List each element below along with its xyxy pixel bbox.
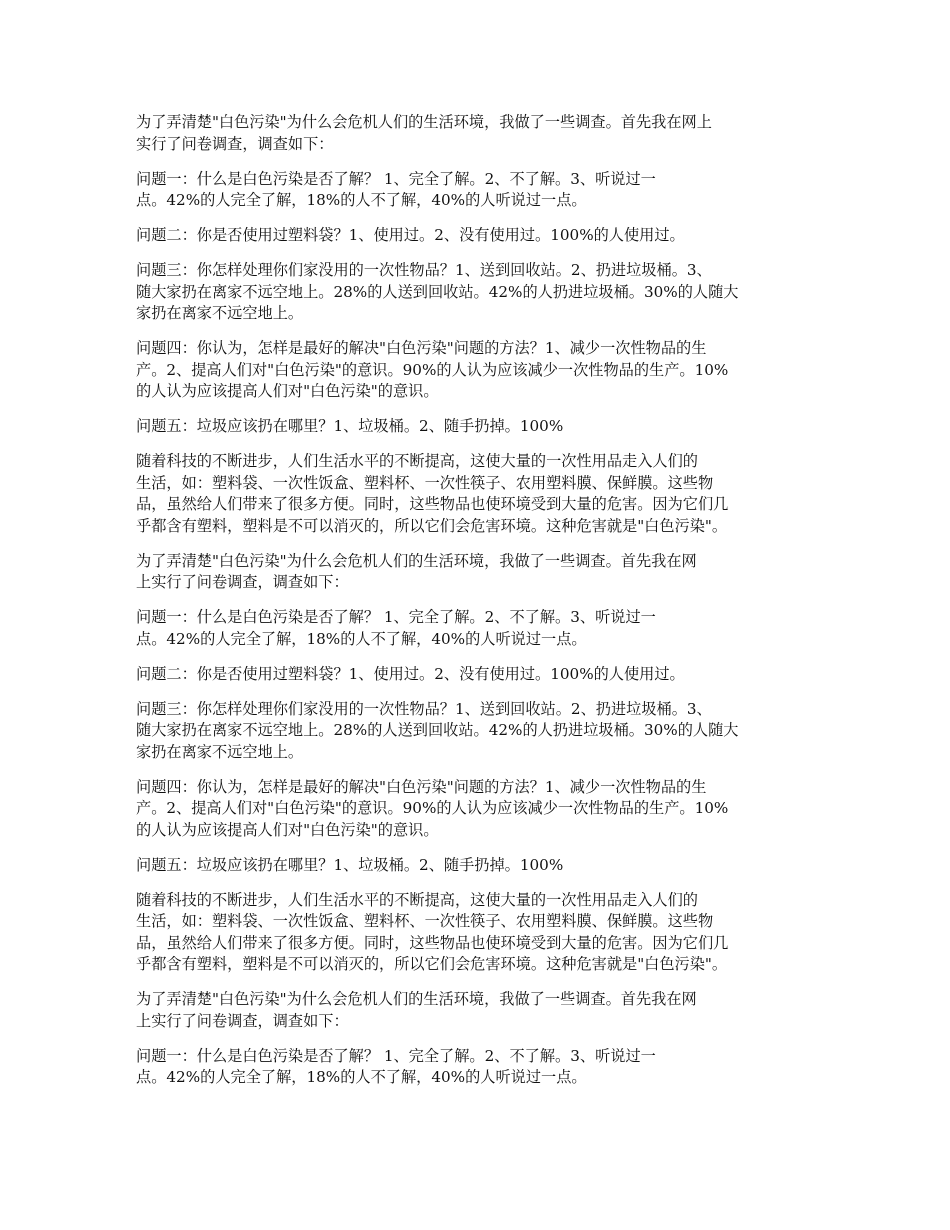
paragraph: [112, 607, 840, 650]
text-line: 问题一：什么是白色污染是否了解？ 1、完全了解。2、不了解。3、听说过一: [136, 169, 656, 188]
text-line: 品，虽然给人们带来了很多方便。同时，这些物品也使环境受到大量的危害。因为它们几: [136, 495, 729, 513]
text-line: 家扔在离家不远空地上。: [136, 742, 304, 761]
text-line: 为了弄清楚"白色污染"为什么会危机人们的生活环境，我做了一些调查。首先我在网上: [136, 113, 712, 131]
paragraph: [112, 260, 840, 325]
paragraph: [112, 338, 840, 403]
paragraph: [112, 699, 840, 764]
text-line: 问题二：你是否使用过塑料袋？1、使用过。2、没有使用过。100%的人使用过。: [136, 664, 685, 683]
paragraph: [112, 416, 840, 438]
text-line: 乎都含有塑料，塑料是不可以消灭的，所以它们会危害环境。这种危害就是"白色污染"。: [136, 955, 728, 973]
text-line: 实行了问卷调查，调查如下：: [136, 134, 334, 153]
text-line: 问题二：你是否使用过塑料袋？1、使用过。2、没有使用过。100%的人使用过。: [136, 226, 685, 244]
text-line: 问题四：你认为，怎样是最好的解决"白色污染"问题的方法？1、减少一次性物品的生: [136, 777, 707, 796]
text-line: 问题一：什么是白色污染是否了解？ 1、完全了解。2、不了解。3、听说过一: [136, 1046, 656, 1065]
paragraph: [112, 777, 840, 842]
text-line: 家扔在离家不远空地上。: [136, 304, 304, 322]
paragraph: [112, 855, 840, 877]
paragraph: [112, 551, 840, 594]
text-line: 为了弄清楚"白色污染"为什么会危机人们的生活环境，我做了一些调查。首先我在网: [136, 551, 697, 570]
text-line: 问题一：什么是白色污染是否了解？ 1、完全了解。2、不了解。3、听说过一: [136, 608, 656, 626]
text-line: 上实行了问卷调查，调查如下：: [136, 573, 349, 591]
text-line: 问题三：你怎样处理你们家没用的一次性物品？1、送到回收站。2、扔进垃圾桶。3、: [136, 699, 712, 718]
text-line: 随着科技的不断进步，人们生活水平的不断提高，这使大量的一次性用品走入人们的: [136, 452, 698, 470]
paragraph: [112, 225, 840, 247]
paragraph: [112, 664, 840, 686]
text-line: 随着科技的不断进步，人们生活水平的不断提高，这使大量的一次性用品走入人们的: [136, 890, 698, 909]
paragraph: [112, 112, 840, 155]
text-line: 点。42%的人完全了解，18%的人不了解，40%的人听说过一点。: [136, 1068, 587, 1086]
text-line: 点。42%的人完全了解，18%的人不了解，40%的人听说过一点。: [136, 629, 587, 648]
paragraph: [112, 451, 840, 537]
text-line: 产。2、提高人们对"白色污染"的意识。90%的人认为应该减少一次性物品的生产。10%: [136, 799, 729, 817]
text-line: 上实行了问卷调查，调查如下：: [136, 1011, 349, 1030]
text-line: 随大家扔在离家不远空地上。28%的人送到回收站。42%的人扔进垃圾桶。30%的人随大: [136, 282, 739, 301]
paragraph: [112, 890, 840, 976]
paragraph: [112, 989, 840, 1032]
text-line: 点。42%的人完全了解，18%的人不了解，40%的人听说过一点。: [136, 191, 587, 209]
text-line: 问题三：你怎样处理你们家没用的一次性物品？1、送到回收站。2、扔进垃圾桶。3、: [136, 261, 712, 279]
text-line: 产。2、提高人们对"白色污染"的意识。90%的人认为应该减少一次性物品的生产。10%: [136, 360, 729, 379]
text-line: 问题五：垃圾应该扔在哪里？1、垃圾桶。2、随手扔掉。100%: [136, 417, 564, 435]
text-line: 随大家扔在离家不远空地上。28%的人送到回收站。42%的人扔进垃圾桶。30%的人随大: [136, 721, 739, 739]
text-line: 的人认为应该提高人们对"白色污染"的意识。: [136, 382, 439, 400]
text-line: 的人认为应该提高人们对"白色污染"的意识。: [136, 820, 439, 839]
text-line: 为了弄清楚"白色污染"为什么会危机人们的生活环境，我做了一些调查。首先我在网: [136, 990, 697, 1008]
text-line: 品，虽然给人们带来了很多方便。同时，这些物品也使环境受到大量的危害。因为它们几: [136, 933, 729, 952]
text-line: 问题四：你认为，怎样是最好的解决"白色污染"问题的方法？1、减少一次性物品的生: [136, 339, 707, 357]
text-line: 乎都含有塑料，塑料是不可以消灭的，所以它们会危害环境。这种危害就是"白色污染"。: [136, 516, 728, 535]
text-line: 生活，如：塑料袋、一次性饭盒、塑料杯、一次性筷子、农用塑料膜、保鲜膜。这些物: [136, 473, 714, 492]
document-body: [112, 112, 840, 1102]
text-line: 生活，如：塑料袋、一次性饭盒、塑料杯、一次性筷子、农用塑料膜、保鲜膜。这些物: [136, 912, 714, 930]
paragraph: [112, 1046, 840, 1089]
paragraph: [112, 169, 840, 212]
text-line: 问题五：垃圾应该扔在哪里？1、垃圾桶。2、随手扔掉。100%: [136, 855, 564, 874]
